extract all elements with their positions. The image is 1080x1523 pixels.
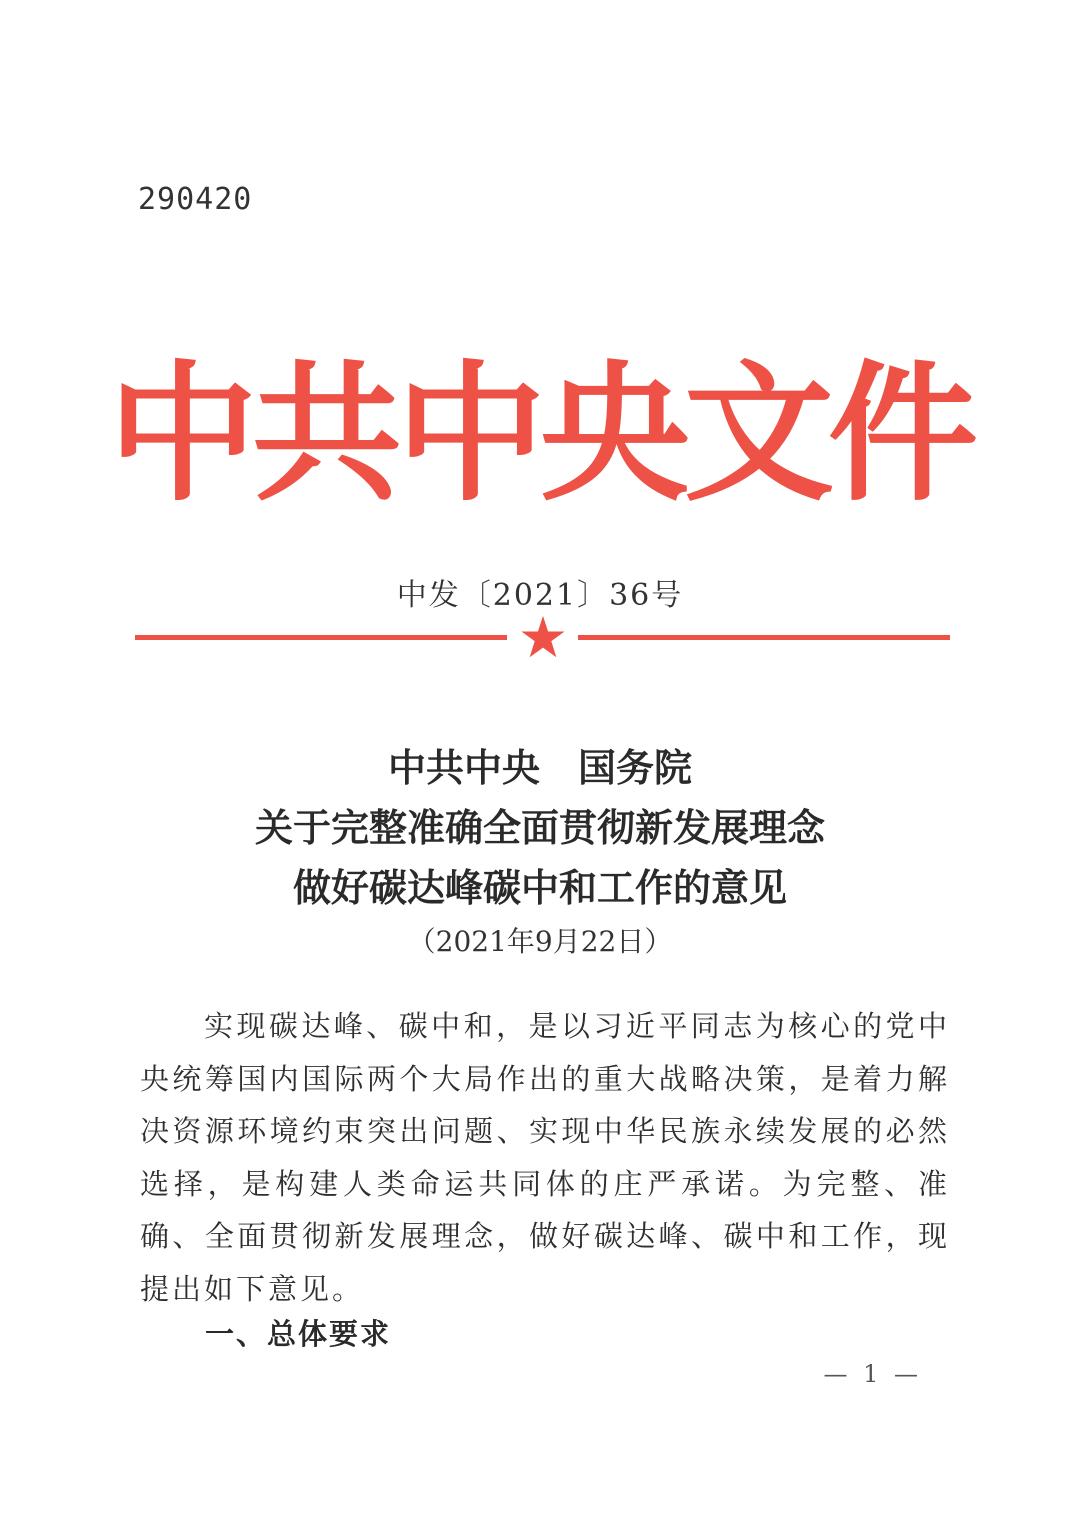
section-heading: 一、总体要求	[205, 1317, 392, 1351]
divider-line-right	[578, 635, 950, 640]
document-date: （2021年9月22日）	[407, 925, 673, 958]
title-issuers: 中共中央 国务院	[387, 745, 692, 790]
red-star-icon	[520, 614, 566, 660]
body-paragraph: 实现碳达峰、碳中和，是以习近平同志为核心的党中央统筹国内国际两个大局作出的重大战略决策，是着力解决资源环境约束突出问题、实现中华民族永续发展的必然选择，是构建人类命运共同体的庄严承诺。为完整、准确、全面贯彻新发展理念，做好碳达峰、碳中和工作，现提出如下意见。	[140, 1009, 950, 1306]
red-header-title: 中共中央文件	[107, 348, 972, 522]
document-serial-number: 290420	[138, 182, 253, 217]
page-number: — 1 —	[823, 1360, 922, 1388]
divider-line-left	[135, 635, 507, 640]
issue-number: 中发〔2021〕36号	[396, 578, 684, 613]
document-title-block	[0, 738, 1080, 964]
title-line-3: 做好碳达峰碳中和工作的意见	[292, 865, 787, 910]
title-line-2: 关于完整准确全面贯彻新发展理念	[254, 805, 825, 850]
red-divider	[135, 612, 950, 662]
